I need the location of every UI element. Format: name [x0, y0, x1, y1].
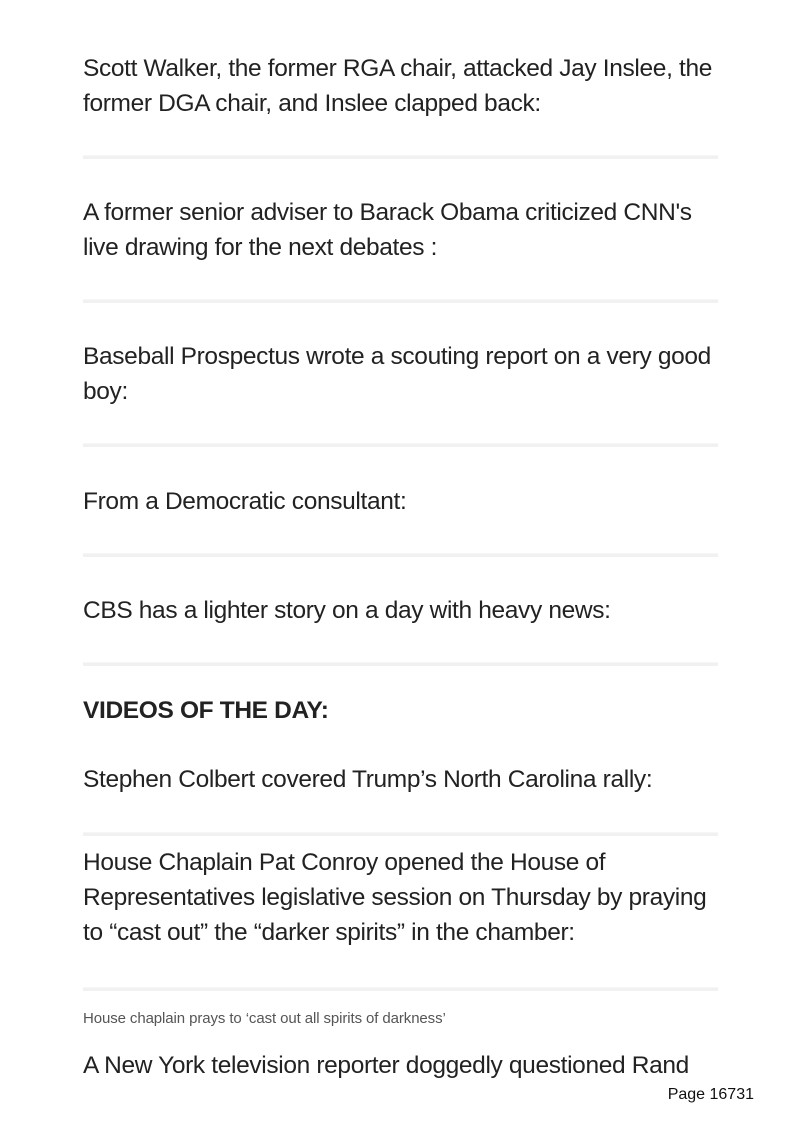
embed-divider: [83, 553, 718, 557]
embed-divider: [83, 662, 718, 666]
item-text: From a Democratic consultant:: [83, 488, 407, 515]
video-text: A New York television reporter doggedly questioned Rand: [83, 1052, 689, 1079]
embed-divider: [83, 443, 718, 447]
item-text: CBS has a lighter story on a day with heavy news:: [83, 597, 611, 624]
embed-divider: [83, 832, 718, 836]
item-text: Baseball Prospectus wrote a scouting report on a very good boy:: [83, 343, 711, 405]
embed-divider: [83, 987, 718, 991]
video-caption: House chaplain prays to ‘cast out all spirits of darkness’: [83, 1010, 446, 1027]
item-text: A former senior adviser to Barack Obama criticized CNN's live drawing for the next debates :: [83, 199, 692, 261]
page-number: Page 16731: [667, 1086, 754, 1103]
item-text: Scott Walker, the former RGA chair, attacked Jay Inslee, the former DGA chair, and Inslee clapped back:: [83, 55, 712, 117]
video-text: Stephen Colbert covered Trump’s North Carolina rally:: [83, 766, 653, 793]
embed-divider: [83, 299, 718, 303]
embed-divider: [83, 155, 718, 159]
videos-heading: VIDEOS OF THE DAY:: [83, 697, 329, 724]
video-text: House Chaplain Pat Conroy opened the House of Representatives legislative session on Thursday by praying to “cast out” the “darker spirits” in the chamber:: [83, 849, 707, 946]
